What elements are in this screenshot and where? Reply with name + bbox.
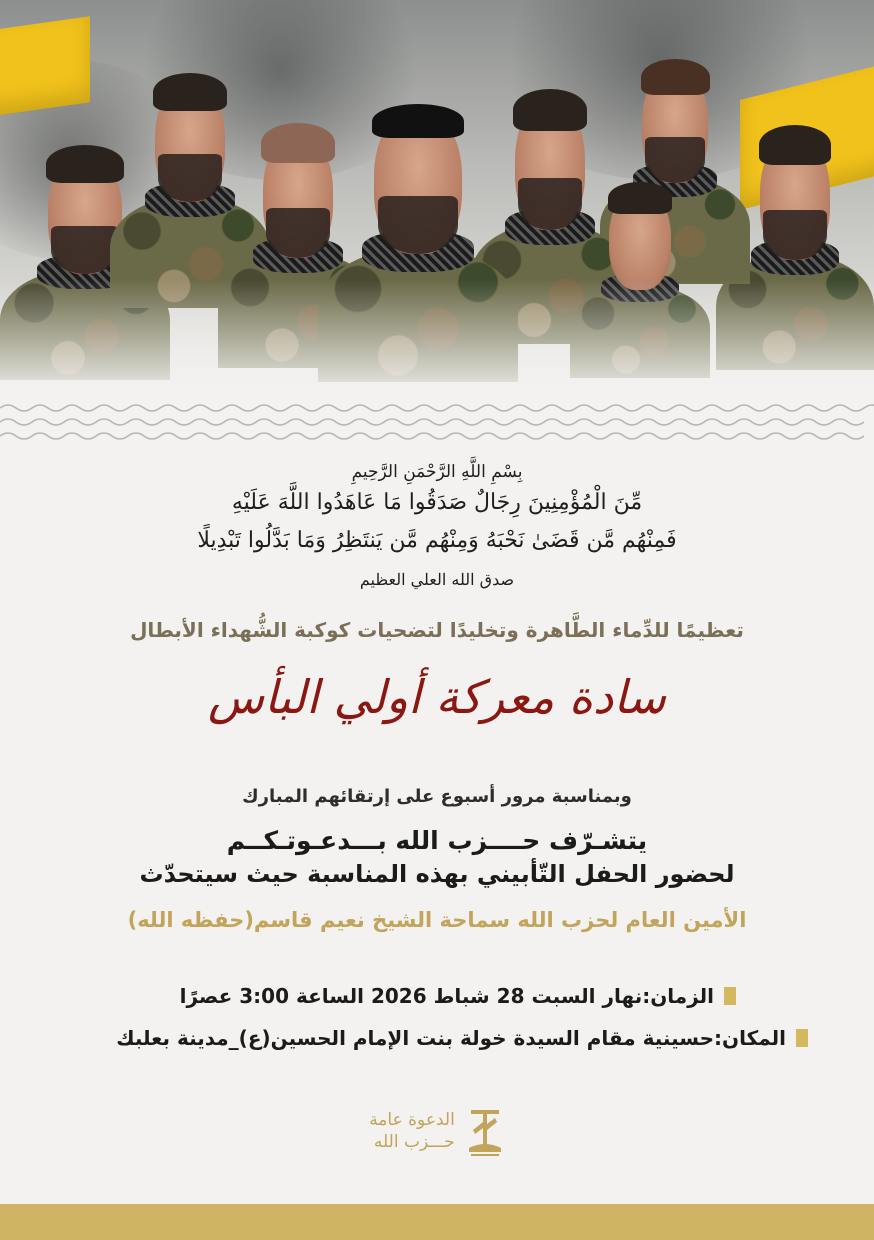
square-bullet-icon xyxy=(796,1029,808,1047)
speaker-line: الأمين العام لحزب الله سماحة الشيخ نعيم قاسم(حفظه الله) xyxy=(127,908,747,932)
quran-verse-line-2: فَمِنْهُم مَّن قَضَىٰ نَحْبَهُ وَمِنْهُم مَّن يَنتَظِرُ وَمَا بَدَّلُوا تَبْدِيلًا xyxy=(197,528,677,553)
yellow-flag-left xyxy=(0,16,90,117)
signature-texts xyxy=(369,1109,455,1153)
event-place xyxy=(116,1026,808,1050)
quran-verse-line-1: مِّنَ الْمُؤْمِنِينَ رِجَالٌ صَدَقُوا مَا عَاهَدُوا اللَّهَ عَلَيْهِ xyxy=(231,490,643,515)
hezbollah-emblem-icon xyxy=(465,1104,505,1158)
occasion-line: وبمناسبة مرور أسبوع على إرتقائهم المبارك xyxy=(242,786,632,807)
invitation-line: يتشـرّف حــــزب الله بـــدعـوتـكــم xyxy=(226,826,648,855)
verse-closing: صدق الله العلي العظيم xyxy=(359,570,515,589)
party-name-label: حـــزب الله xyxy=(373,1132,455,1152)
tribute-line: تعظيمًا للدِّماء الطَّاهرة وتخليدًا لتضحيات كوكبة الشُّهداء الأبطال xyxy=(130,618,744,642)
square-bullet-icon xyxy=(724,987,736,1005)
event-place-text: المكان:حسينية مقام السيدة خولة بنت الإمام الحسين(ع)_مدينة بعلبك xyxy=(116,1026,786,1050)
hero-fade xyxy=(0,280,874,400)
basmala: بِسْمِ اللَّهِ الرَّحْمَنِ الرَّحِيمِ xyxy=(351,462,523,482)
hero-banner xyxy=(0,0,874,400)
footer-bar xyxy=(0,1204,874,1240)
battle-title-calligraphy: سادة معركة أولي البأس xyxy=(208,670,666,724)
event-time-text: الزمان:نهار السبت 28 شباط 2026 الساعة 3:00 عصرًا xyxy=(179,984,714,1008)
attendance-line: لحضور الحفل التّأبيني بهذه المناسبة حيث سيتحدّث xyxy=(139,860,735,888)
decorative-wave-border xyxy=(0,398,874,448)
event-time xyxy=(180,984,736,1008)
public-invitation-label: الدعوة عامة xyxy=(369,1110,455,1130)
signature-block xyxy=(0,1104,874,1158)
